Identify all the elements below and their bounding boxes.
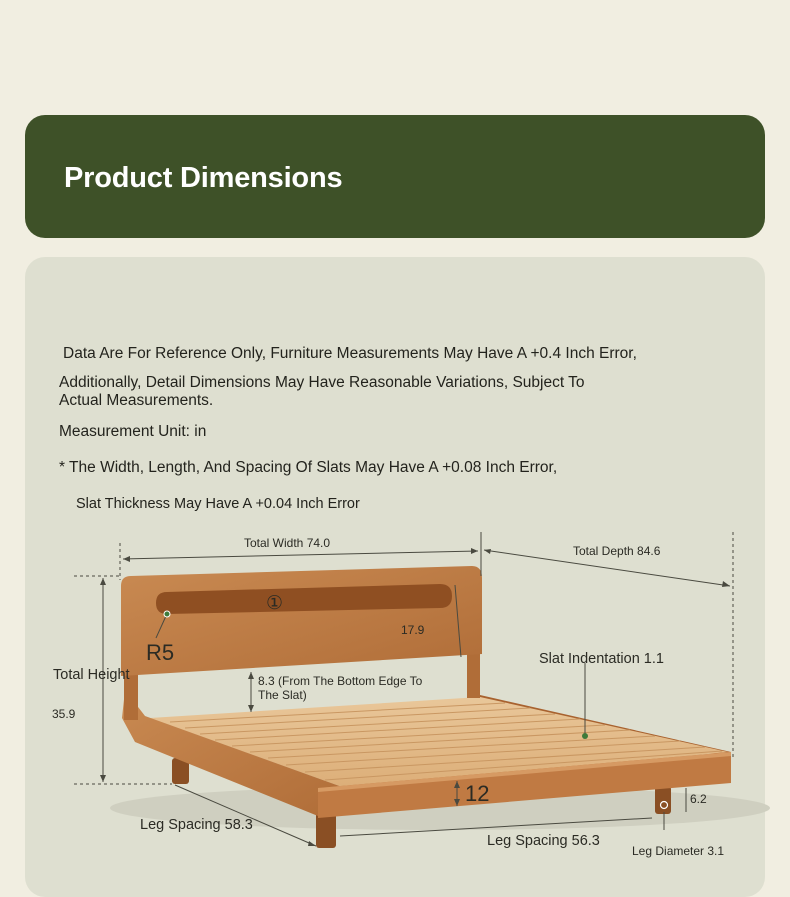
headboard [121,566,482,676]
total-depth-label: Total Depth 84.6 [573,544,661,558]
indentation-marker [582,733,588,739]
leg-spacing-front-label: Leg Spacing 56.3 [487,833,600,849]
slat-indentation-label: Slat Indentation 1.1 [539,651,664,667]
total-width-label: Total Width 74.0 [244,536,331,550]
leg-front-right [655,786,671,814]
measurement-unit: Measurement Unit: in [59,423,207,440]
slat-note-2: Slat Thickness May Have A +0.04 Inch Error [76,496,360,512]
headboard-post-right [467,650,480,698]
note-line-3: Actual Measurements. [59,392,214,409]
note-line-1: Data Are For Reference Only, Furniture Measurements May Have A +0.4 Inch Error, [63,345,637,362]
leg-height-label: 6.2 [690,792,707,806]
page-title: Product Dimensions [64,162,343,194]
slat-clearance-label-1: 8.3 (From The Bottom Edge To [258,674,423,688]
headboard-height-label: 17.9 [401,623,425,637]
corner-radius-label: R5 [146,640,175,665]
rail-height-label: 12 [465,781,490,806]
slat-note-1: * The Width, Length, And Spacing Of Slats May Have A +0.08 Inch Error, [59,459,558,476]
radius-marker [164,611,170,617]
leg-spacing-side-label: Leg Spacing 58.3 [140,817,253,833]
leg-diameter-label: Leg Diameter 3.1 [632,844,725,858]
slot-marker-label: ① [266,593,284,614]
note-line-2: Additionally, Detail Dimensions May Have Reasonable Variations, Subject To [59,374,585,391]
total-height-value: 35.9 [52,707,76,721]
total-height-label: Total Height [53,667,130,683]
slat-clearance-label-2: The Slat) [258,688,307,702]
